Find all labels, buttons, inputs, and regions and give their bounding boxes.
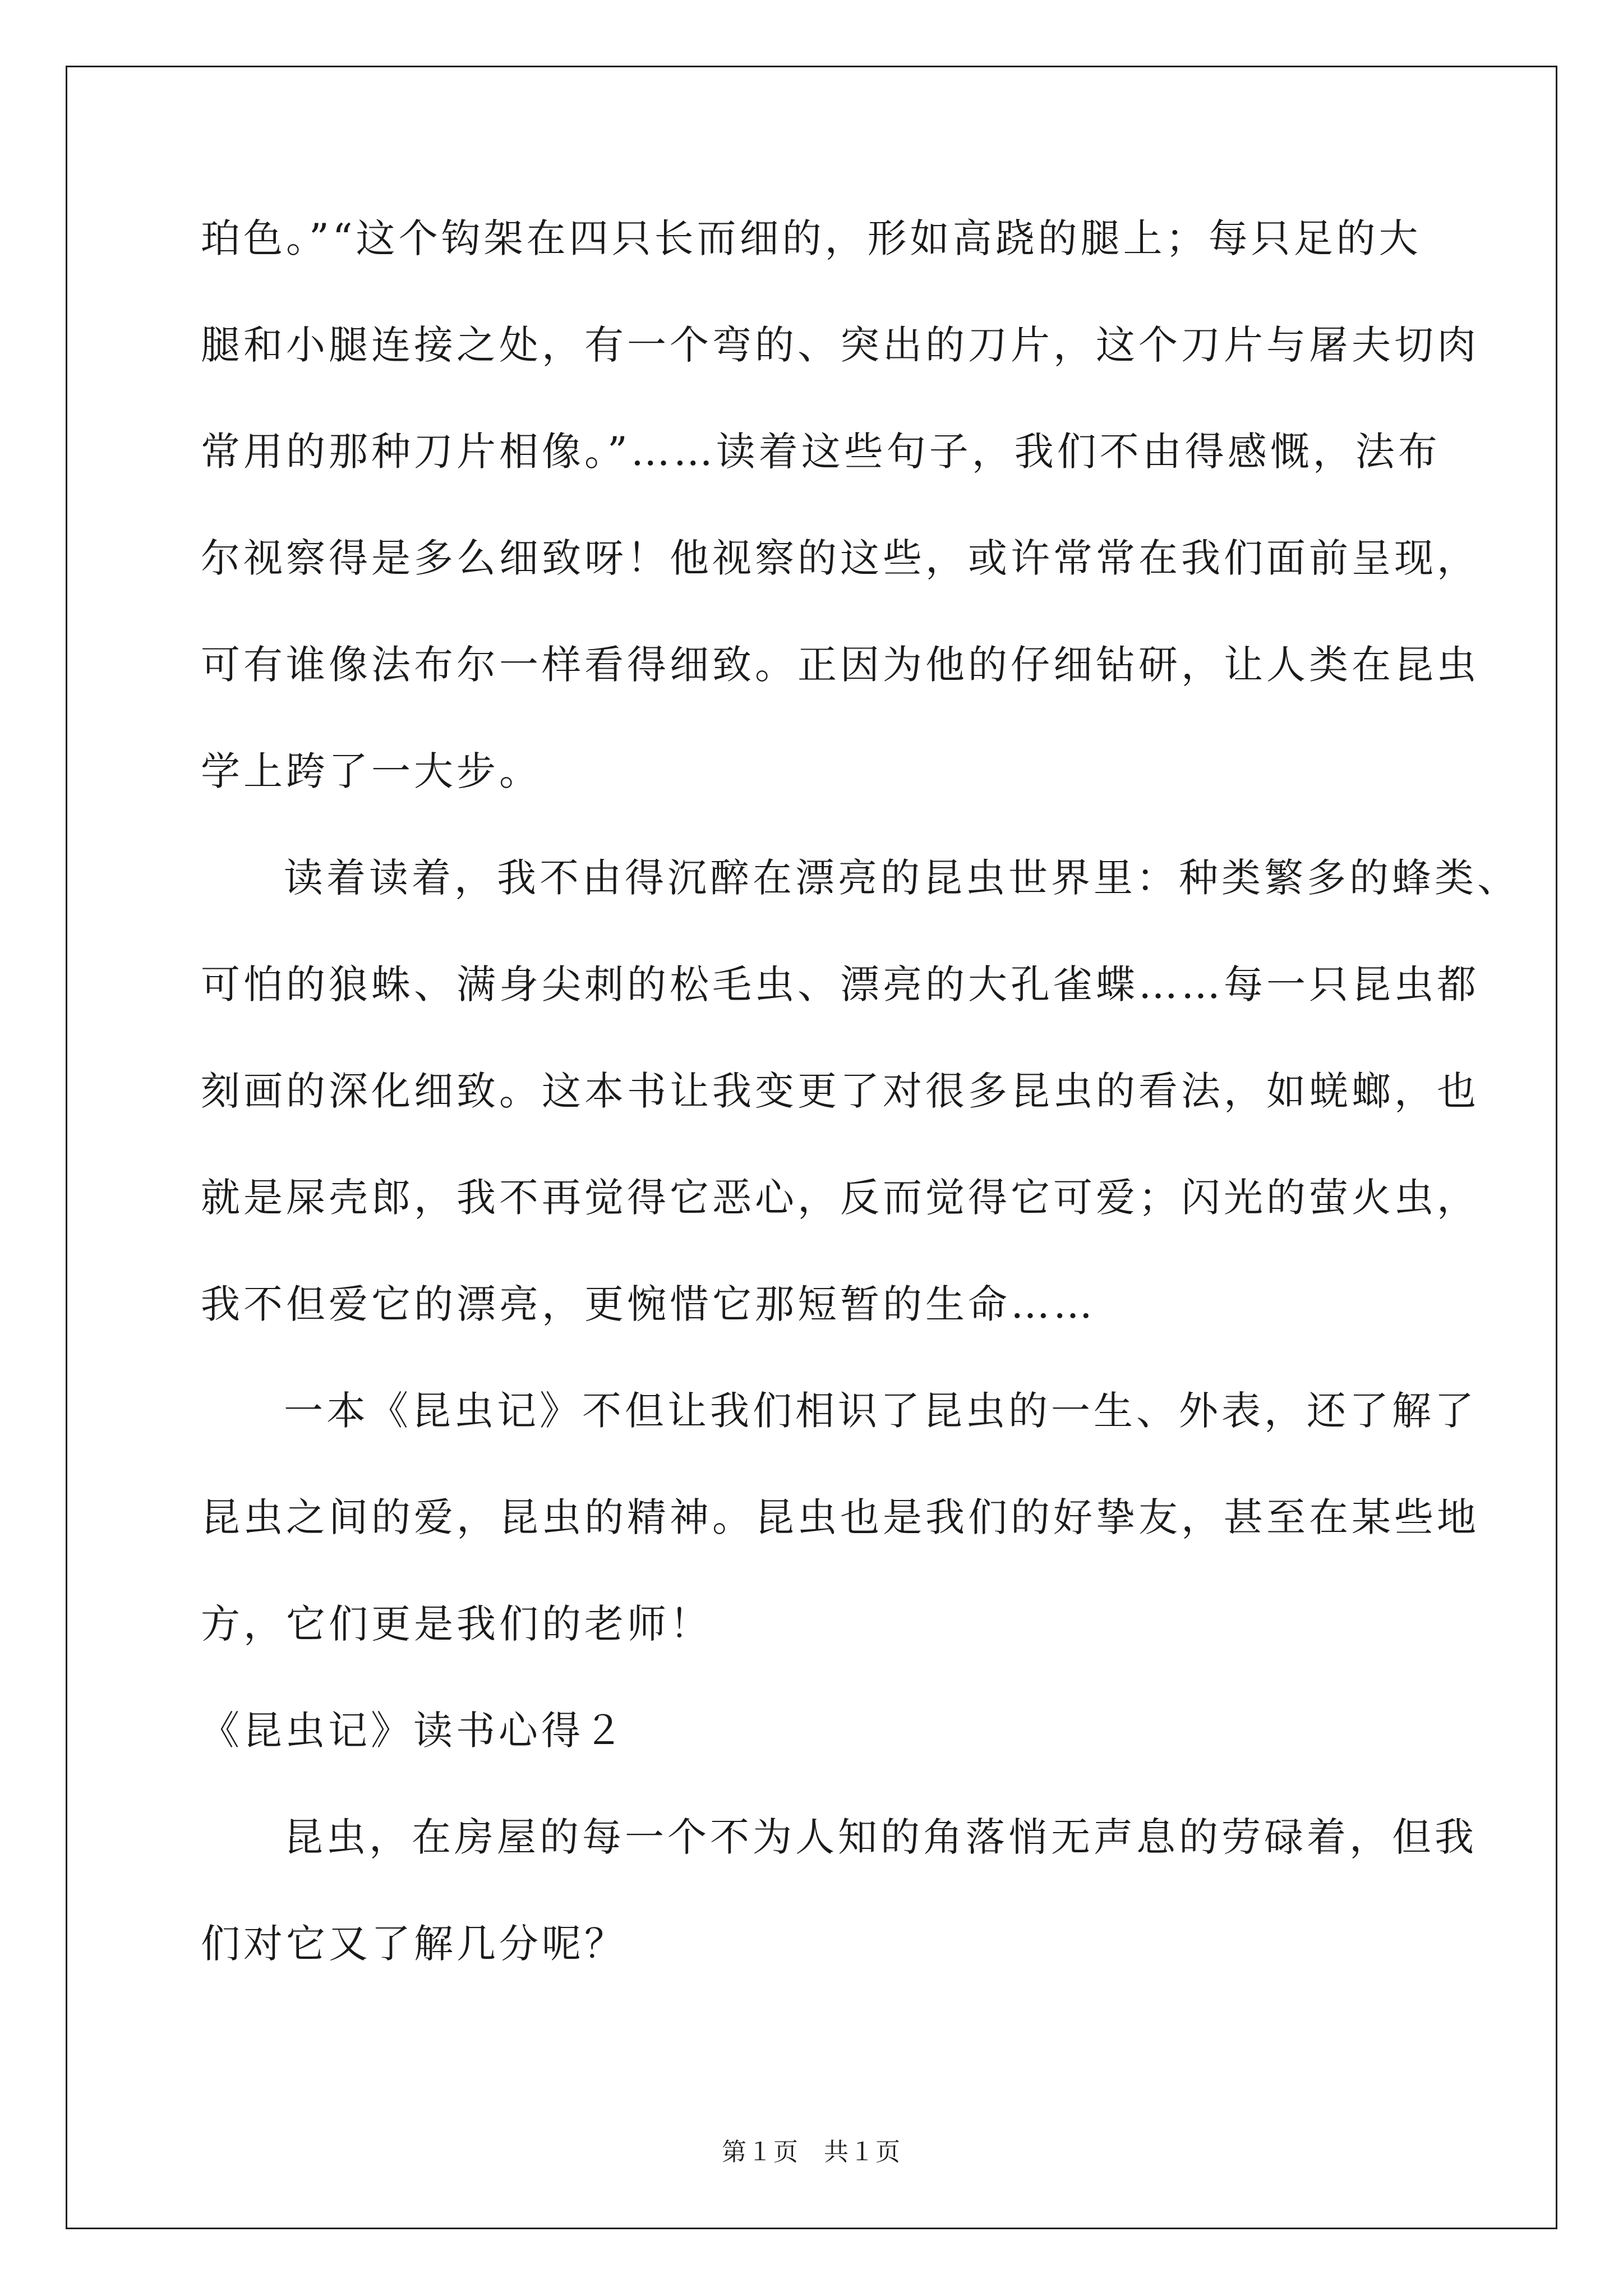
page-number: 第１页 [722,2138,799,2166]
text-line: 腿和小腿连接之处，有一个弯的、突出的刀片，这个刀片与屠夫切肉 [201,322,1479,368]
text-line: 我不但爱它的漂亮，更惋惜它那短暂的生命…… [201,1281,1096,1327]
body-text [200,185,1520,1997]
text-line: 一本《昆虫记》不但让我们相识了昆虫的一生、外表，还了解了 [284,1388,1477,1434]
text-line: 们对它又了解几分呢？ [201,1921,627,1967]
text-line: 就是屎壳郎，我不再觉得它恶心，反而觉得它可爱；闪光的萤火虫， [201,1175,1479,1221]
text-line: 读着读着，我不由得沉醉在漂亮的昆虫世界里：种类繁多的蜂类、 [284,855,1520,901]
page-total: 共１页 [824,2138,901,2166]
text-line: 方，它们更是我们的老师！ [201,1601,712,1647]
text-line: 昆虫之间的爱，昆虫的精神。昆虫也是我们的好挚友，甚至在某些地 [201,1494,1479,1540]
text-line: 刻画的深化细致。这本书让我变更了对很多昆虫的看法，如蜣螂，也 [201,1068,1479,1114]
text-line: 学上跨了一大步。 [201,748,542,794]
text-line: 可有谁像法布尔一样看得细致。正因为他的仔细钻研，让人类在昆虫 [201,642,1479,688]
section-heading: 《昆虫记》读书心得２ [200,1708,626,1754]
text-line: 可怕的狼蛛、满身尖刺的松毛虫、漂亮的大孔雀蝶……每一只昆虫都 [201,961,1479,1007]
page-footer [0,2132,1623,2168]
text-line: 昆虫，在房屋的每一个不为人知的角落悄无声息的劳碌着，但我 [284,1814,1477,1860]
text-line: 尔视察得是多么细致呀！他视察的这些，或许常常在我们面前呈现， [201,535,1479,581]
text-line: 珀色。”“这个钩架在四只长而细的，形如高跷的腿上；每只足的大 [201,215,1422,261]
text-line: 常用的那种刀片相像。”……读着这些句子，我们不由得感慨，法布 [201,429,1441,475]
